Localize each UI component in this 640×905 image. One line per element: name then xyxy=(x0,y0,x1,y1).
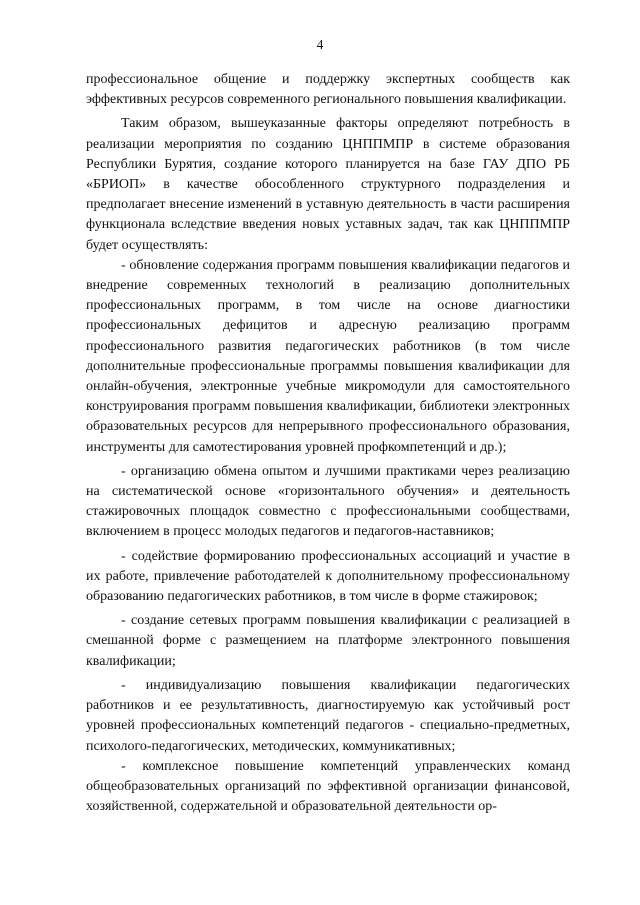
page-number: 4 xyxy=(316,37,324,52)
list-item-management-teams: - комплексное повышение компетенций управленческих команд общеобразовательных организаций по эффективной организации финансовой, хозяйственной, содержательной и образовательной деятельности ор- xyxy=(86,758,570,815)
paragraph-continuation: профессиональное общение и поддержку экспертных сообществ как эффективных ресурсов современного регионального повышения квалификации. xyxy=(86,72,570,108)
list-item-professional-associations: - содействие формированию профессиональных ассоциаций и участие в их работе, привлечение работодателей к дополнительному профессиональному образованию педагогических работников, в том числе в форме стажировок; xyxy=(86,548,570,605)
list-item-individualization: - индивидуализацию повышения квалификации педагогических работников и ее результативность, диагностируемую как устойчивый рост уровней профессиональных компетенций педагогов - специально-предметных, психолого-педагогических, методических, коммуникативных; xyxy=(86,677,570,754)
document-body xyxy=(86,70,570,817)
paragraph-conclusion: Таким образом, вышеуказанные факторы определяют потребность в реализации мероприятия по созданию ЦНППМПР в системе образования Республики Бурятия, создание которого планируется на базе ГАУ ДПО РБ «БРИОП» в качестве обособленного структурного подразделения и предполагает внесение изменений в уставную деятельность в части расширения функционала вследствие введения новых уставных задач, так как ЦНППМПР будет осуществлять: xyxy=(86,116,570,253)
list-item-experience-exchange: - организацию обмена опытом и лучшими практиками через реализацию на систематической основе «горизонтального обучения» и деятельность стажировочных площадок совместно с профессиональными сообществами, включением в процесс молодых педагогов и педагогов-наставников; xyxy=(86,463,570,540)
list-item-network-programs: - создание сетевых программ повышения квалификации с реализацией в смешанной форме с размещением на платформе электронного повышения квалификации; xyxy=(86,613,570,669)
list-item-program-update: - обновление содержания программ повышения квалификации педагогов и внедрение современных технологий в реализацию дополнительных профессиональных программ, в том числе на основе диагностики профессиональных дефицитов и адресную реализацию программ профессионального развития педагогических работников (в том числе дополнительные профессиональные программы повышения квалификации для онлайн-обучения, электронные учебные микромодули для самостоятельного конструирования программ повышения квалификации, библиотеки электронных образовательных ресурсов для непрерывного профессионального образования, инструменты для самотестирования уровней профкомпетенций и др.); xyxy=(86,257,570,455)
